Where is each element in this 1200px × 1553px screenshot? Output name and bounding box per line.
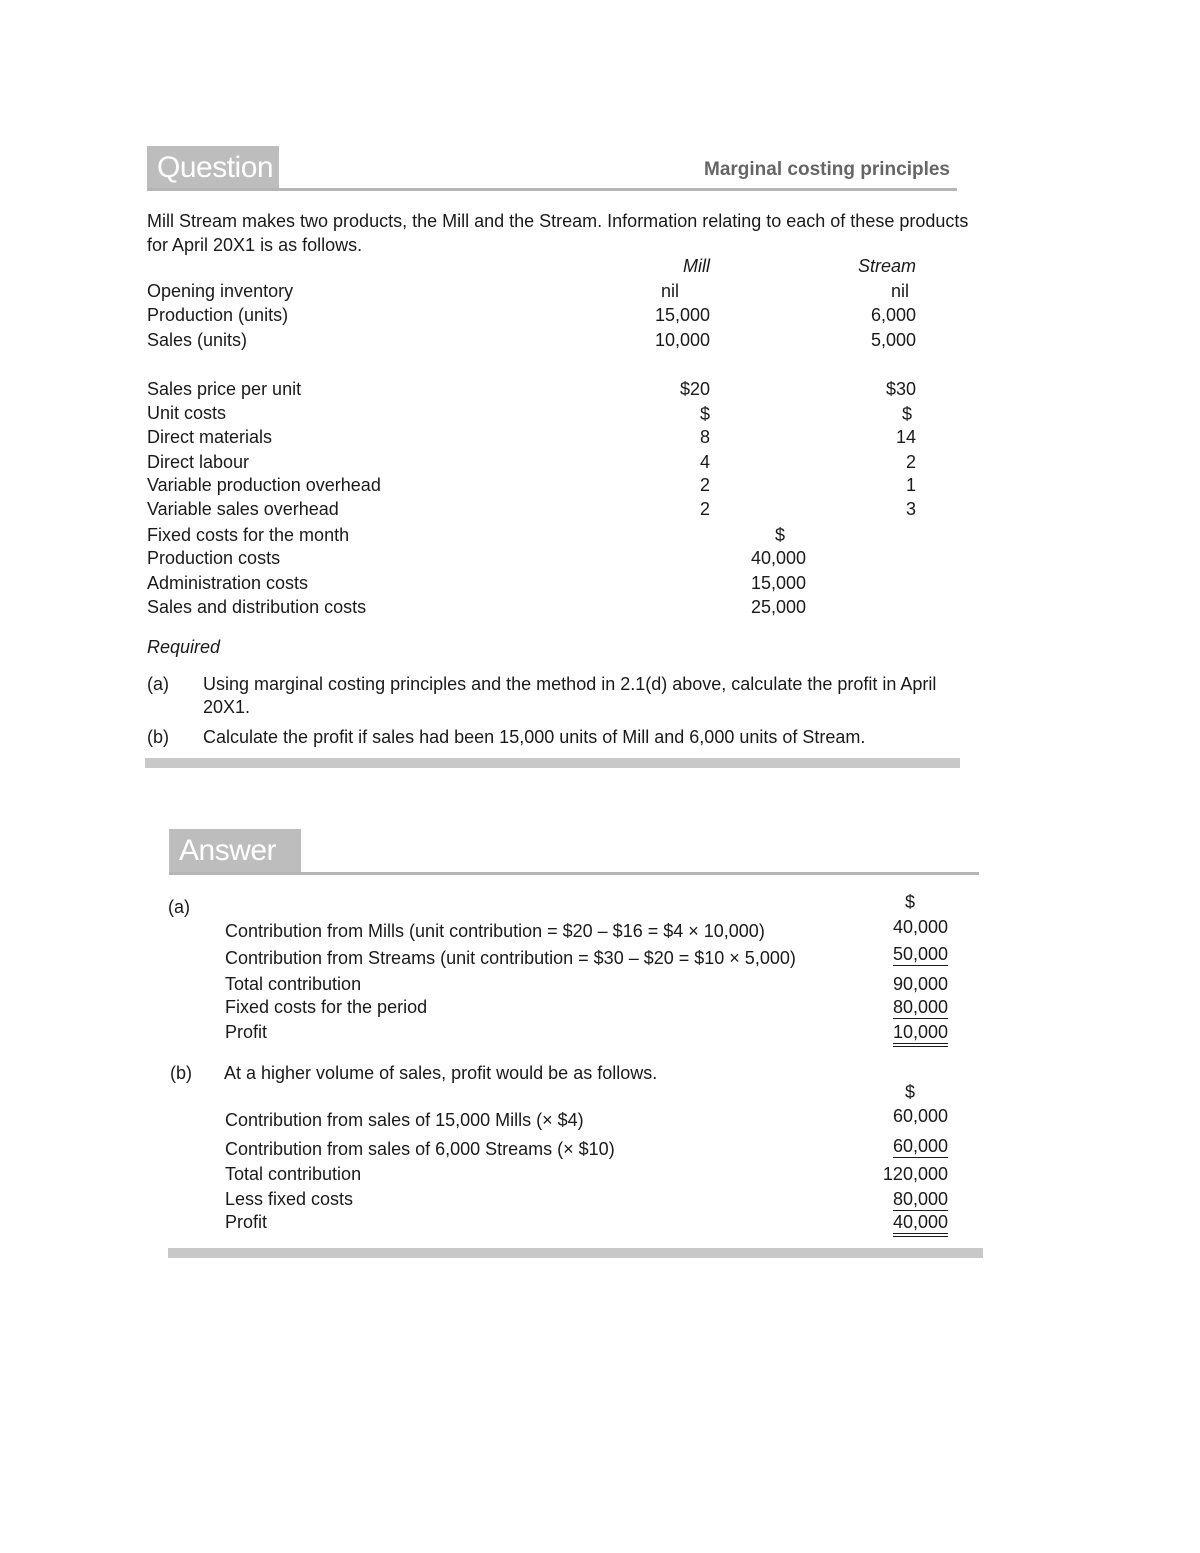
part-a-line1: Using marginal costing principles and the method in 2.1(d) above, calculate the profit in April — [203, 674, 937, 694]
answer-b-tag: (b) — [170, 1063, 192, 1083]
question-footer-rule — [145, 758, 960, 768]
row-direct-materials-label: Direct materials — [147, 427, 273, 447]
row-opening-inventory-label: Opening inventory — [147, 281, 294, 301]
question-header-rule — [147, 188, 957, 191]
answer-a-row2-label: Contribution from Streams (unit contribution = $30 – $20 = $10 × 5,000) — [225, 948, 796, 968]
row-sales-price-mill: $20 — [679, 379, 710, 399]
row-unit-costs-label: Unit costs — [147, 403, 227, 423]
row-var-sales-overhead-stream: 3 — [905, 499, 916, 519]
row-fixed-sales-dist-label: Sales and distribution costs — [147, 597, 367, 617]
answer-a-row5-value — [850, 1023, 948, 1041]
row-production-stream: 6,000 — [870, 305, 916, 325]
row-direct-labour-stream: 2 — [905, 452, 916, 472]
row-direct-labour-mill: 4 — [699, 452, 710, 472]
answer-b-unit: $ — [904, 1082, 915, 1102]
answer-b-row4-value-text: 80,000 — [892, 1189, 948, 1209]
answer-a-row2-value-text: 50,000 — [892, 944, 948, 964]
answer-b-row3-label: Total contribution — [225, 1164, 362, 1184]
part-b-line1: Calculate the profit if sales had been 15,000 units of Mill and 6,000 units of Stream. — [203, 727, 866, 747]
row-var-sales-overhead-label: Variable sales overhead — [147, 499, 339, 519]
answer-b-row5-value-text: 40,000 — [893, 1212, 948, 1237]
answer-b-row2-value-text: 60,000 — [892, 1136, 948, 1156]
answer-a-row1-label: Contribution from Mills (unit contribution = $20 – $16 = $4 × 10,000) — [225, 921, 765, 941]
answer-a-tag: (a) — [168, 897, 190, 917]
answer-a-row2-value — [850, 945, 948, 963]
part-a-tag: (a) — [147, 674, 169, 694]
row-fixed-costs-label: Fixed costs for the month — [147, 525, 350, 545]
answer-b-row4-value — [850, 1190, 948, 1208]
answer-a-row1-value: 40,000 — [892, 917, 948, 937]
running-head: Marginal costing principles — [704, 159, 950, 180]
answer-label: Answer — [169, 829, 301, 873]
row-sales-mill: 10,000 — [654, 330, 710, 350]
required-label: Required — [147, 637, 221, 657]
answer-a-unit: $ — [904, 892, 915, 912]
answer-a-row3-label: Total contribution — [225, 974, 362, 994]
col-heading-stream: Stream — [857, 256, 916, 276]
row-fixed-admin-label: Administration costs — [147, 573, 309, 593]
answer-footer-rule — [168, 1248, 983, 1258]
answer-b-row5-label: Profit — [225, 1212, 268, 1232]
row-production-label: Production (units) — [147, 305, 289, 325]
row-fixed-admin-value: 15,000 — [750, 573, 806, 593]
row-var-prod-overhead-mill: 2 — [699, 475, 710, 495]
row-fixed-costs-unit: $ — [774, 525, 785, 545]
answer-a-row4-value — [850, 998, 948, 1016]
row-opening-inventory-stream: nil — [890, 281, 909, 301]
answer-a-row5-label: Profit — [225, 1022, 268, 1042]
row-direct-labour-label: Direct labour — [147, 452, 250, 472]
col-heading-mill: Mill — [683, 256, 710, 276]
row-direct-materials-mill: 8 — [699, 427, 710, 447]
answer-b-row5-value — [850, 1213, 948, 1231]
row-unit-costs-mill: $ — [699, 404, 710, 424]
row-production-mill: 15,000 — [654, 305, 710, 325]
row-fixed-production-label: Production costs — [147, 548, 281, 568]
row-sales-label: Sales (units) — [147, 330, 248, 350]
answer-a-row4-label: Fixed costs for the period — [225, 997, 428, 1017]
row-unit-costs-stream: $ — [901, 404, 912, 424]
question-intro-line2: for April 20X1 is as follows. — [147, 235, 363, 255]
answer-b-row3-value: 120,000 — [882, 1164, 948, 1184]
answer-a-row5-value-text: 10,000 — [893, 1022, 948, 1047]
row-fixed-production-value: 40,000 — [750, 548, 806, 568]
answer-b-row1-value: 60,000 — [892, 1106, 948, 1126]
row-sales-stream: 5,000 — [870, 330, 916, 350]
part-b-tag: (b) — [147, 727, 169, 747]
row-var-prod-overhead-label: Variable production overhead — [147, 475, 381, 495]
answer-b-row2-value — [850, 1137, 948, 1155]
row-sales-price-stream: $30 — [885, 379, 916, 399]
row-direct-materials-stream: 14 — [895, 427, 916, 447]
answer-a-row4-value-text: 80,000 — [892, 997, 948, 1017]
row-var-prod-overhead-stream: 1 — [905, 475, 916, 495]
answer-a-row3-value: 90,000 — [892, 974, 948, 994]
answer-b-row4-label: Less fixed costs — [225, 1189, 354, 1209]
row-fixed-sales-dist-value: 25,000 — [750, 597, 806, 617]
row-sales-price-label: Sales price per unit — [147, 379, 302, 399]
answer-header-rule — [169, 872, 979, 875]
part-a-line2: 20X1. — [203, 697, 251, 717]
row-opening-inventory-mill: nil — [660, 281, 679, 301]
answer-b-intro: At a higher volume of sales, profit would be as follows. — [224, 1063, 658, 1083]
question-intro-line1: Mill Stream makes two products, the Mill and the Stream. Information relating to each of these products — [147, 211, 969, 231]
row-var-sales-overhead-mill: 2 — [699, 499, 710, 519]
answer-b-row1-label: Contribution from sales of 15,000 Mills (× $4) — [225, 1110, 584, 1130]
question-label: Question — [147, 146, 279, 190]
answer-b-row2-label: Contribution from sales of 6,000 Streams (× $10) — [225, 1139, 615, 1159]
